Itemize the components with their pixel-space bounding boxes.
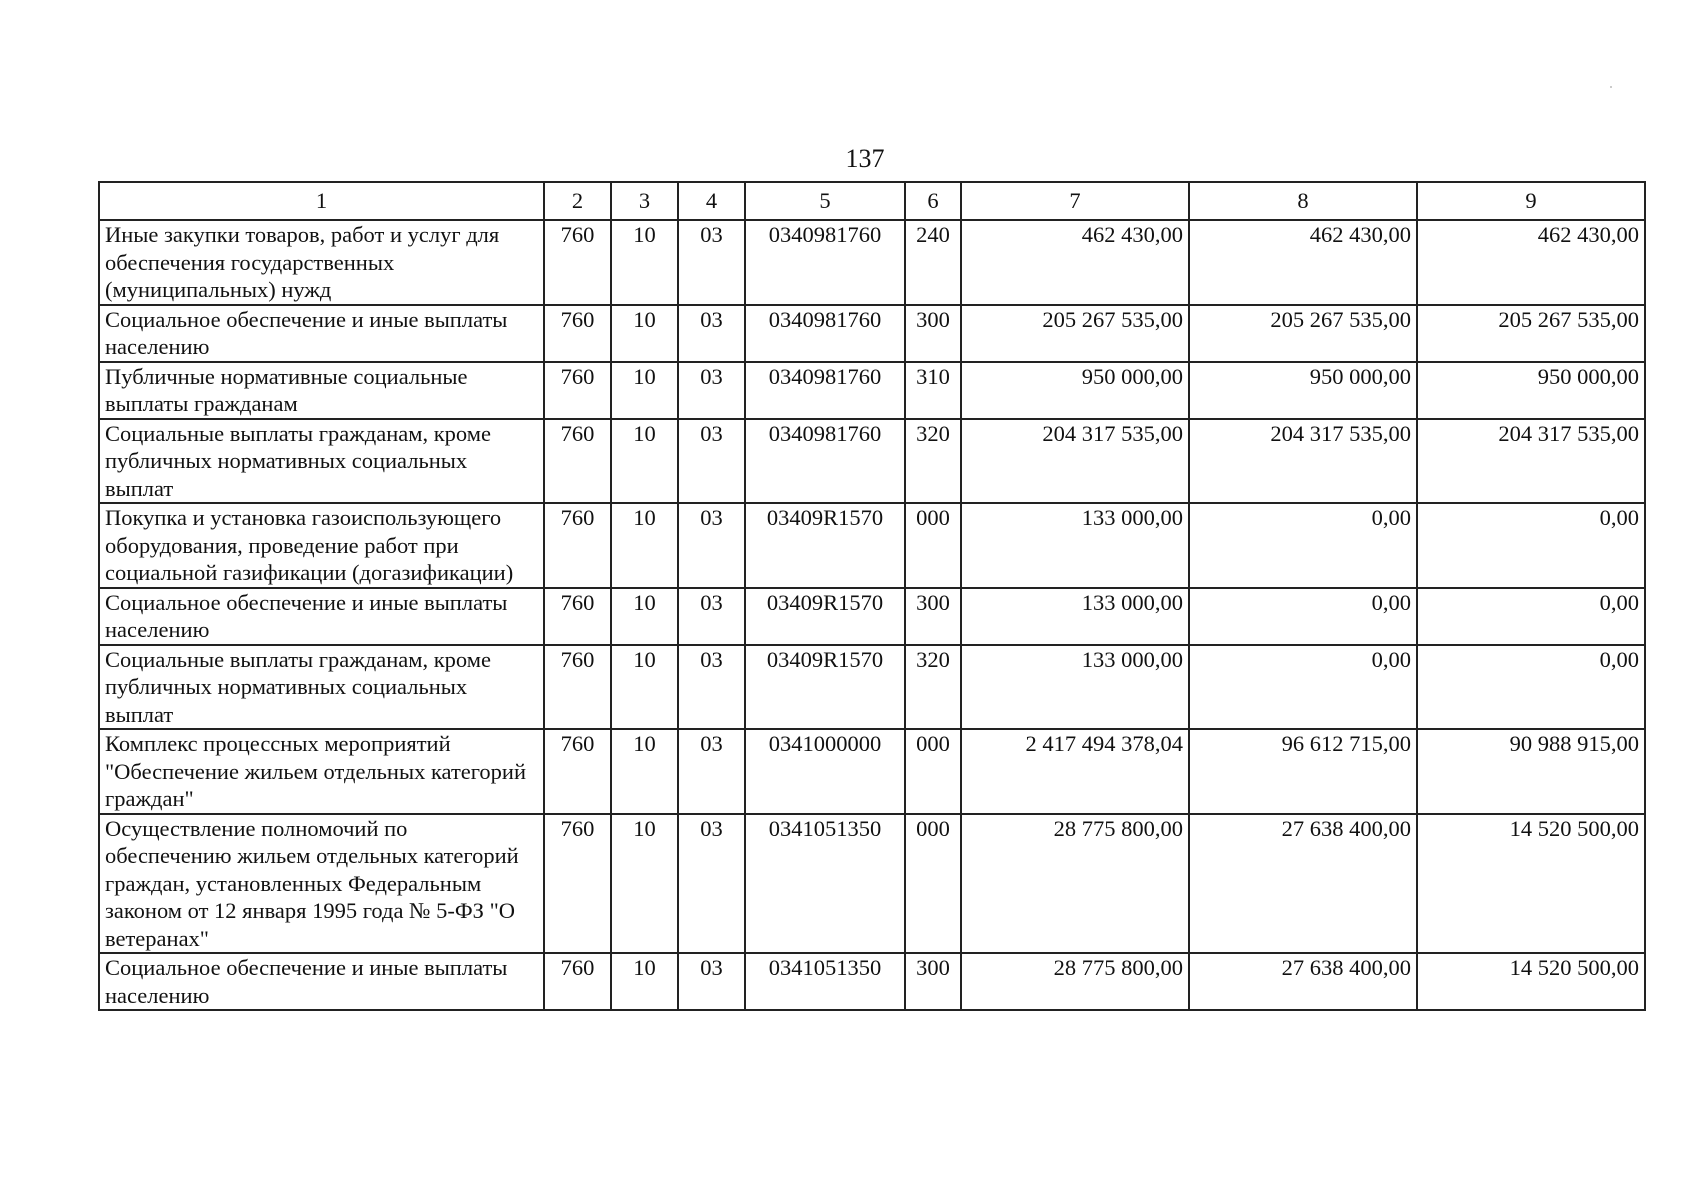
column-header: 9 — [1417, 182, 1645, 220]
row-name: Публичные нормативные социальные выплаты гражданам — [99, 362, 544, 419]
page-number: 137 — [845, 144, 885, 173]
row-name: Социальное обеспечение и иные выплаты населению — [99, 953, 544, 1010]
column-header: 4 — [678, 182, 745, 220]
ministry-code: 760 — [544, 362, 611, 419]
row-name: Социальные выплаты гражданам, кроме публичных нормативных социальных выплат — [99, 645, 544, 730]
column-header: 1 — [99, 182, 544, 220]
ministry-code: 760 — [544, 729, 611, 814]
expense-type-code: 300 — [905, 588, 961, 645]
header-row — [99, 182, 1645, 220]
section-code: 10 — [611, 305, 678, 362]
amount-col9: 204 317 535,00 — [1417, 419, 1645, 504]
expense-type-code: 300 — [905, 305, 961, 362]
amount-col8: 205 267 535,00 — [1189, 305, 1417, 362]
row-name: Покупка и установка газоиспользующего оборудования, проведение работ при социальной газификации (догазификации) — [99, 503, 544, 588]
target-article-code: 03409R1570 — [745, 645, 905, 730]
ministry-code: 760 — [544, 814, 611, 954]
expense-type-code: 000 — [905, 503, 961, 588]
amount-col9: 14 520 500,00 — [1417, 814, 1645, 954]
amount-col9: 205 267 535,00 — [1417, 305, 1645, 362]
row-name: Социальное обеспечение и иные выплаты населению — [99, 305, 544, 362]
row-name: Иные закупки товаров, работ и услуг для обеспечения государственных (муниципальных) нужд — [99, 220, 544, 305]
expense-type-code: 320 — [905, 645, 961, 730]
subsection-code: 03 — [678, 729, 745, 814]
target-article-code: 03409R1570 — [745, 588, 905, 645]
expense-type-code: 240 — [905, 220, 961, 305]
amount-col7: 205 267 535,00 — [961, 305, 1189, 362]
amount-col7: 28 775 800,00 — [961, 953, 1189, 1010]
ministry-code: 760 — [544, 588, 611, 645]
target-article-code: 0340981760 — [745, 305, 905, 362]
section-code: 10 — [611, 419, 678, 504]
ministry-code: 760 — [544, 305, 611, 362]
subsection-code: 03 — [678, 220, 745, 305]
section-code: 10 — [611, 362, 678, 419]
expense-type-code: 300 — [905, 953, 961, 1010]
amount-col8: 0,00 — [1189, 503, 1417, 588]
row-name: Осуществление полномочий по обеспечению жильем отдельных категорий граждан, установленных Федеральным законом от 12 января 1995 года № 5-ФЗ "О ветеранах" — [99, 814, 544, 954]
column-header: 5 — [745, 182, 905, 220]
row-name: Социальное обеспечение и иные выплаты населению — [99, 588, 544, 645]
ministry-code: 760 — [544, 503, 611, 588]
budget-table — [98, 181, 1646, 1011]
amount-col9: 462 430,00 — [1417, 220, 1645, 305]
table-row — [99, 220, 1645, 305]
table-row — [99, 953, 1645, 1010]
table-row — [99, 588, 1645, 645]
subsection-code: 03 — [678, 419, 745, 504]
amount-col7: 133 000,00 — [961, 588, 1189, 645]
subsection-code: 03 — [678, 953, 745, 1010]
table-row — [99, 645, 1645, 730]
amount-col8: 0,00 — [1189, 645, 1417, 730]
target-article-code: 03409R1570 — [745, 503, 905, 588]
amount-col9: 0,00 — [1417, 645, 1645, 730]
section-code: 10 — [611, 729, 678, 814]
target-article-code: 0341051350 — [745, 953, 905, 1010]
expense-type-code: 000 — [905, 814, 961, 954]
amount-col7: 950 000,00 — [961, 362, 1189, 419]
column-header: 3 — [611, 182, 678, 220]
column-header: 2 — [544, 182, 611, 220]
ministry-code: 760 — [544, 953, 611, 1010]
subsection-code: 03 — [678, 362, 745, 419]
amount-col8: 462 430,00 — [1189, 220, 1417, 305]
amount-col7: 462 430,00 — [961, 220, 1189, 305]
subsection-code: 03 — [678, 645, 745, 730]
subsection-code: 03 — [678, 588, 745, 645]
amount-col8: 950 000,00 — [1189, 362, 1417, 419]
amount-col9: 90 988 915,00 — [1417, 729, 1645, 814]
section-code: 10 — [611, 953, 678, 1010]
amount-col8: 0,00 — [1189, 588, 1417, 645]
amount-col9: 14 520 500,00 — [1417, 953, 1645, 1010]
column-header: 8 — [1189, 182, 1417, 220]
amount-col7: 28 775 800,00 — [961, 814, 1189, 954]
section-code: 10 — [611, 645, 678, 730]
amount-col7: 133 000,00 — [961, 645, 1189, 730]
target-article-code: 0340981760 — [745, 220, 905, 305]
amount-col8: 27 638 400,00 — [1189, 953, 1417, 1010]
amount-col8: 96 612 715,00 — [1189, 729, 1417, 814]
amount-col8: 27 638 400,00 — [1189, 814, 1417, 954]
section-code: 10 — [611, 503, 678, 588]
amount-col8: 204 317 535,00 — [1189, 419, 1417, 504]
table-row — [99, 362, 1645, 419]
table-row — [99, 305, 1645, 362]
target-article-code: 0341000000 — [745, 729, 905, 814]
target-article-code: 0340981760 — [745, 362, 905, 419]
section-code: 10 — [611, 220, 678, 305]
section-code: 10 — [611, 588, 678, 645]
scan-speck — [1610, 86, 1612, 88]
amount-col9: 0,00 — [1417, 588, 1645, 645]
section-code: 10 — [611, 814, 678, 954]
column-header: 6 — [905, 182, 961, 220]
table-row — [99, 729, 1645, 814]
amount-col7: 204 317 535,00 — [961, 419, 1189, 504]
row-name: Социальные выплаты гражданам, кроме публичных нормативных социальных выплат — [99, 419, 544, 504]
expense-type-code: 310 — [905, 362, 961, 419]
amount-col7: 2 417 494 378,04 — [961, 729, 1189, 814]
expense-type-code: 320 — [905, 419, 961, 504]
amount-col7: 133 000,00 — [961, 503, 1189, 588]
table-row — [99, 503, 1645, 588]
expense-type-code: 000 — [905, 729, 961, 814]
column-header: 7 — [961, 182, 1189, 220]
table-row — [99, 814, 1645, 954]
ministry-code: 760 — [544, 419, 611, 504]
target-article-code: 0340981760 — [745, 419, 905, 504]
table-row — [99, 419, 1645, 504]
ministry-code: 760 — [544, 645, 611, 730]
row-name: Комплекс процессных мероприятий "Обеспечение жильем отдельных категорий граждан" — [99, 729, 544, 814]
target-article-code: 0341051350 — [745, 814, 905, 954]
subsection-code: 03 — [678, 305, 745, 362]
amount-col9: 950 000,00 — [1417, 362, 1645, 419]
subsection-code: 03 — [678, 503, 745, 588]
ministry-code: 760 — [544, 220, 611, 305]
amount-col9: 0,00 — [1417, 503, 1645, 588]
subsection-code: 03 — [678, 814, 745, 954]
